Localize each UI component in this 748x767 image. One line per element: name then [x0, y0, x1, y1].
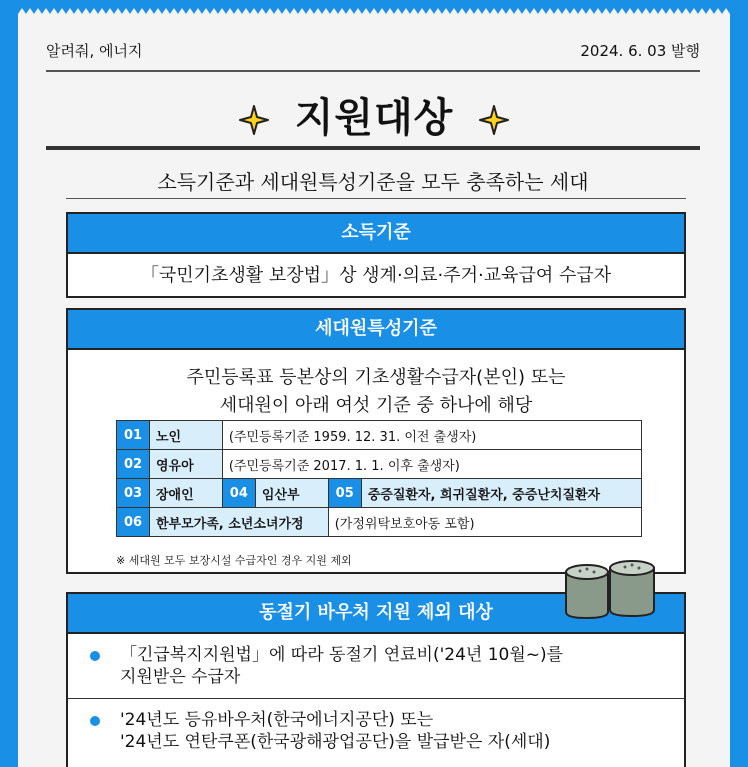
criteria-name: 장애인	[150, 479, 223, 508]
exclusion-item-line: 「긴급복지지원법」에 따라 동절기 연료비('24년 10월~)를	[120, 645, 564, 665]
criteria-number: 02	[117, 450, 150, 479]
income-criteria-box	[66, 212, 686, 298]
income-criteria-heading: 소득기준	[68, 214, 684, 254]
page-title: 지원대상	[294, 95, 454, 141]
household-criteria-heading: 세대원특성기준	[68, 310, 684, 350]
exclusion-item	[68, 699, 684, 763]
exclusion-item	[68, 634, 684, 699]
criteria-detail: (주민등록기준 1959. 12. 31. 이전 출생자)	[222, 421, 641, 450]
criteria-number: 01	[117, 421, 150, 450]
sparkle-icon	[239, 105, 269, 135]
criteria-row	[117, 421, 642, 450]
subtitle: 소득기준과 세대원특성기준을 모두 충족하는 세대	[157, 170, 589, 194]
bullet-icon	[90, 651, 100, 661]
header	[46, 40, 700, 72]
exclusion-heading: 동절기 바우처 지원 제외 대상	[68, 594, 684, 634]
exclusion-note: ※ 세대원 모두 보장시설 수급자인 경우 지원 제외	[116, 554, 352, 567]
criteria-row	[117, 479, 642, 508]
publish-date: 2024. 6. 03 발행	[580, 42, 700, 60]
criteria-number: 04	[222, 479, 255, 508]
criteria-detail: (가정위탁보호아동 포함)	[328, 508, 641, 537]
subtitle-divider	[66, 198, 686, 199]
sparkle-icon	[479, 105, 509, 135]
fuel-can-icon	[560, 556, 710, 620]
exclusion-item-line: '24년도 연탄쿠폰(한국광해광업공단)을 발급받은 자(세대)	[120, 732, 551, 752]
criteria-table	[116, 420, 642, 537]
household-criteria-description	[68, 364, 684, 420]
publisher: 알려줘, 에너지	[46, 42, 143, 60]
exclusion-item-line: 지원받은 수급자	[120, 667, 241, 687]
criteria-name: 영유아	[150, 450, 223, 479]
criteria-detail: (주민등록기준 2017. 1. 1. 이후 출생자)	[222, 450, 641, 479]
title-divider	[46, 146, 700, 150]
criteria-number: 06	[117, 508, 150, 537]
page-title-row	[0, 86, 748, 143]
description-line: 주민등록표 등본상의 기초생활수급자(본인) 또는	[186, 367, 566, 388]
criteria-row	[117, 450, 642, 479]
income-criteria-body: 「국민기초생활 보장법」상 생계·의료·주거·교육급여 수급자	[140, 265, 612, 286]
criteria-name: 한부모가족, 소년소녀가정	[150, 508, 329, 537]
criteria-name: 임산부	[255, 479, 328, 508]
bullet-icon	[90, 716, 100, 726]
criteria-row	[117, 508, 642, 537]
household-criteria-box	[66, 308, 686, 574]
criteria-number: 05	[328, 479, 361, 508]
criteria-name: 노인	[150, 421, 223, 450]
criteria-name: 중증질환자, 희귀질환자, 중증난치질환자	[361, 479, 641, 508]
exclusion-item-line: '24년도 등유바우처(한국에너지공단) 또는	[120, 710, 434, 730]
description-line: 세대원이 아래 여섯 기준 중 하나에 해당	[219, 395, 533, 416]
criteria-number: 03	[117, 479, 150, 508]
